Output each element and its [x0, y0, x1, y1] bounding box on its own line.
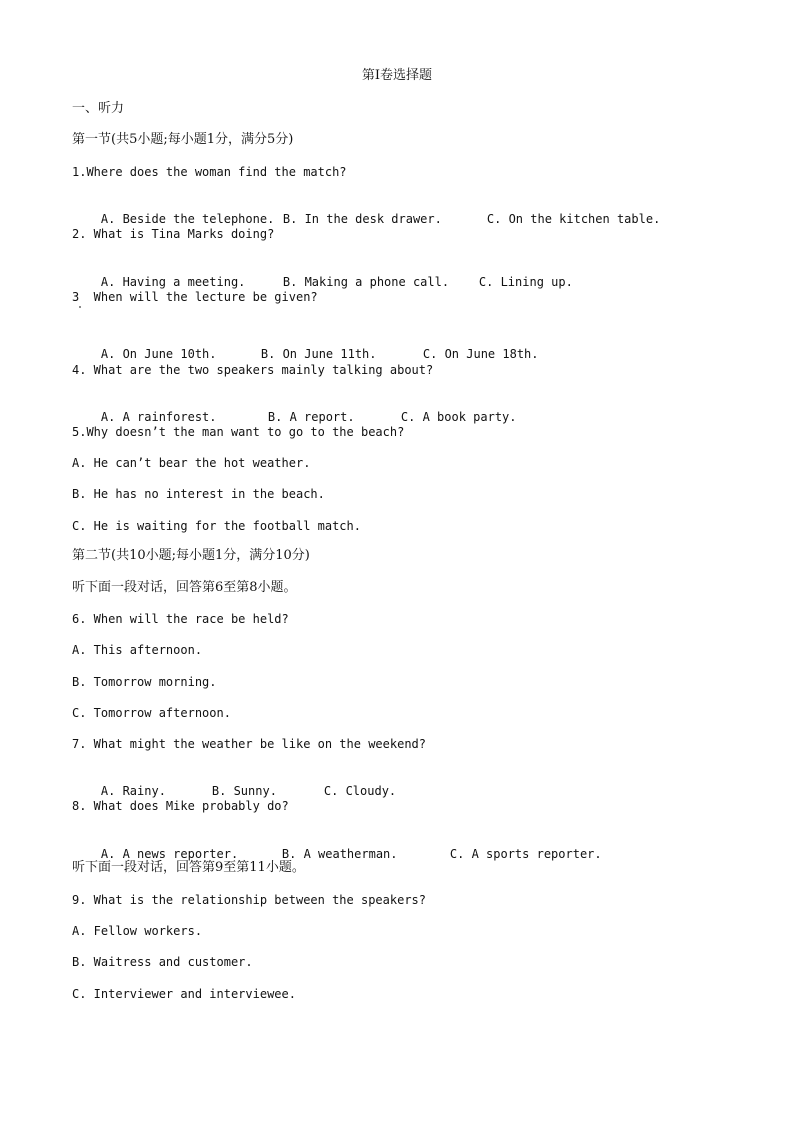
instruction-9-11: 听下面一段对话，回答第9至第11小题。 — [72, 860, 305, 875]
option-c: C. Cloudy. — [323, 784, 397, 798]
paper-title: 第Ⅰ卷选择题 — [361, 68, 433, 83]
option-b: B. A weatherman. — [281, 847, 398, 861]
option-b: B. Making a phone call. — [282, 275, 450, 289]
stray-mark — [79, 306, 81, 308]
question-5-option-b: B. He has no interest in the beach. — [72, 487, 325, 501]
option-b: B. On June 11th. — [260, 347, 377, 361]
question-6-option-b: B. Tomorrow morning. — [72, 675, 217, 689]
question-5-option-a: A. He can’t bear the hot weather. — [72, 456, 311, 470]
question-6-option-c: C. Tomorrow afternoon. — [72, 706, 231, 720]
section-heading: 一、听力 — [72, 101, 125, 116]
option-a: A. Having a meeting. — [100, 275, 246, 289]
option-c: C. Lining up. — [478, 275, 573, 289]
option-a: A. A news reporter. — [100, 847, 239, 861]
option-c: C. A book party. — [400, 410, 517, 424]
option-b: B. A report. — [267, 410, 355, 424]
option-c: C. On June 18th. — [422, 347, 539, 361]
option-c: C. A sports reporter. — [449, 847, 602, 861]
option-a: A. Rainy. — [100, 784, 166, 798]
question-9-stem: 9. What is the relationship between the speakers? — [72, 893, 427, 907]
part-one-header: 第一节(共5小题;每小题1分，满分5分) — [72, 132, 294, 147]
question-4-stem: 4. What are the two speakers mainly talking about? — [72, 363, 434, 377]
option-c: C. On the kitchen table. — [486, 212, 661, 226]
option-a: A. A rainforest. — [100, 410, 217, 424]
instruction-6-8: 听下面一段对话，回答第6至第8小题。 — [72, 580, 297, 595]
option-b: B. In the desk drawer. — [282, 212, 442, 226]
question-6-stem: 6. When will the race be held? — [72, 612, 289, 626]
question-1-stem: 1.Where does the woman find the match? — [72, 165, 347, 179]
question-3-stem: 3 When will the lecture be given? — [72, 290, 318, 304]
part-two-header: 第二节(共10小题;每小题1分，满分10分) — [72, 548, 310, 563]
question-2-stem: 2. What is Tina Marks doing? — [72, 227, 275, 241]
question-5-option-c: C. He is waiting for the football match. — [72, 519, 361, 533]
question-5-stem: 5.Why doesn’t the man want to go to the beach? — [72, 425, 405, 439]
question-7-stem: 7. What might the weather be like on the weekend? — [72, 737, 427, 751]
question-8-stem: 8. What does Mike probably do? — [72, 799, 289, 813]
option-a: A. On June 10th. — [100, 347, 217, 361]
option-b: B. Sunny. — [211, 784, 277, 798]
question-9-option-a: A. Fellow workers. — [72, 924, 203, 938]
option-a: A. Beside the telephone. — [100, 212, 275, 226]
question-9-option-c: C. Interviewer and interviewee. — [72, 987, 296, 1001]
question-6-option-a: A. This afternoon. — [72, 643, 203, 657]
question-9-option-b: B. Waitress and customer. — [72, 955, 253, 969]
